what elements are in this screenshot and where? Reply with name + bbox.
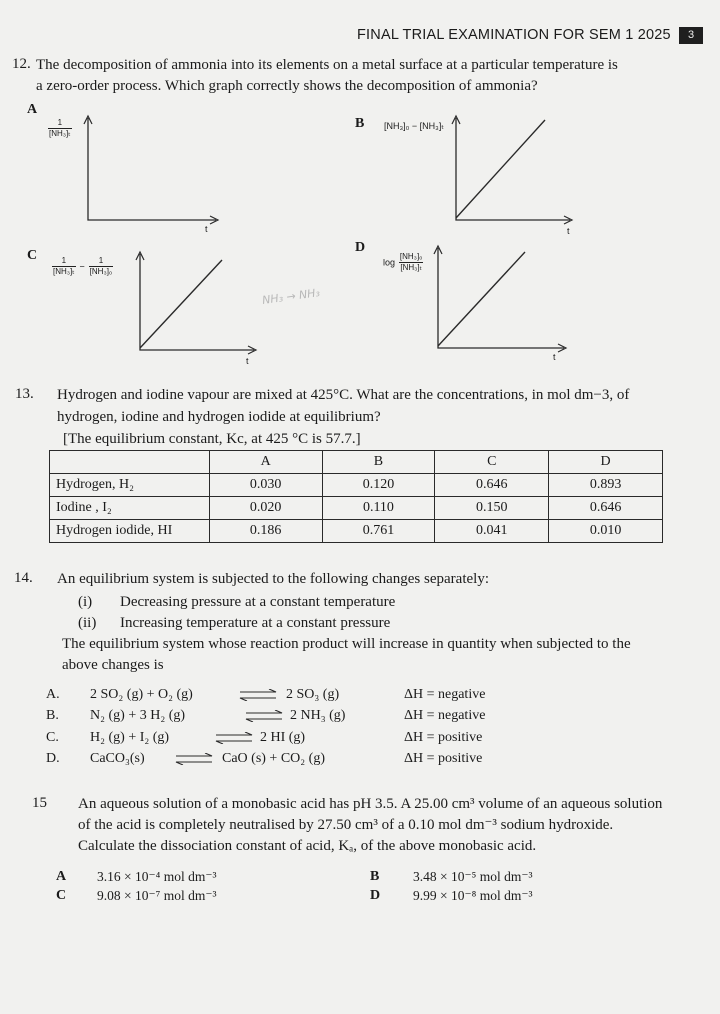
graph-d-xlabel: t	[553, 352, 556, 362]
exam-header: FINAL TRIAL EXAMINATION FOR SEM 1 2025	[357, 27, 671, 43]
answer-value: 9.99 × 10⁻⁸ mol dm⁻³	[413, 888, 533, 903]
option-label: D.	[46, 751, 60, 766]
equilibrium-arrow-icon	[214, 732, 254, 744]
option-label: B.	[46, 708, 59, 723]
option-label: C	[56, 888, 67, 903]
graph-d-label: D	[355, 240, 366, 255]
table-header-row	[50, 451, 663, 474]
q14-text-line2: above changes is	[62, 657, 164, 673]
equation-reactants: 2 SO₂ (g) + O₂ (g)	[90, 687, 193, 702]
table-cell: 0.010	[549, 520, 663, 543]
graph-b-ylabel: [NH₃]₀ − [NH₃]ₜ	[384, 121, 444, 131]
table-cell: 0.041	[435, 520, 549, 543]
answer-value: 3.48 × 10⁻⁵ mol dm⁻³	[413, 869, 533, 884]
page-number: 3	[679, 27, 703, 44]
graph-d-frac-num: [NH₃]₀	[399, 252, 423, 261]
q14-option-c	[46, 727, 646, 748]
graph-d-axes	[430, 240, 580, 362]
graph-d-axis-lines	[438, 248, 564, 348]
q14-change-num: (ii)	[78, 615, 97, 631]
enthalpy-change: ΔH = negative	[404, 708, 486, 723]
graph-a-axes	[78, 108, 228, 243]
q14-number: 14.	[14, 570, 33, 586]
graph-b-axis-lines	[456, 118, 570, 220]
q12-number: 12.	[12, 56, 31, 72]
option-label: D	[370, 888, 381, 903]
q15-text-line2: of the acid is completely neutralised by 27.50 cm³ of a 0.10 mol dm⁻³ sodium hydroxide.	[78, 817, 614, 833]
equation-products: CaO (s) + CO₂ (g)	[222, 751, 325, 766]
q13-text-line1: Hydrogen and iodine vapour are mixed at 425°C. What are the concentrations, in mol dm−3, of	[57, 387, 630, 403]
equation-products: 2 NH₃ (g)	[290, 708, 346, 723]
graph-a-ylabel-den: [NH₃]ₜ	[49, 129, 71, 138]
graph-c-axis-lines	[140, 254, 254, 350]
table-cell: 0.761	[322, 520, 435, 543]
equilibrium-arrow-icon	[238, 689, 278, 701]
graph-d-ylabel	[383, 252, 423, 273]
equation-reactants: N₂ (g) + 3 H₂ (g)	[90, 708, 186, 723]
table-cell: 0.646	[549, 497, 663, 520]
answer-value: 9.08 × 10⁻⁷ mol dm⁻³	[97, 888, 217, 903]
q13-number: 13.	[15, 386, 34, 402]
graph-c-frac2-num: 1	[89, 256, 114, 267]
graph-c-axes	[130, 246, 270, 364]
graph-c-xlabel: t	[246, 356, 249, 366]
table-row	[50, 474, 663, 497]
equation-reactants: CaCO₃(s)	[90, 751, 145, 766]
table-cell: 0.020	[209, 497, 322, 520]
equilibrium-arrow-icon	[244, 710, 284, 722]
table-cell: 0.893	[549, 474, 663, 497]
q14-change-text: Decreasing pressure at a constant temperature	[120, 594, 396, 610]
graph-c-ylabel	[52, 256, 113, 277]
table-row	[50, 497, 663, 520]
option-label: A	[56, 869, 67, 884]
table-cell: 0.646	[435, 474, 549, 497]
table-cell: 0.186	[209, 520, 322, 543]
equation-products: 2 SO₃ (g)	[286, 687, 340, 702]
q14-change-num: (i)	[78, 594, 93, 610]
q13-kc-note: [The equilibrium constant, Kc, at 425 °C is 57.7.]	[63, 431, 361, 447]
table-cell: 0.120	[322, 474, 435, 497]
enthalpy-change: ΔH = negative	[404, 687, 486, 702]
q13-table	[49, 450, 663, 543]
graph-c-label: C	[27, 248, 38, 263]
answer-value: 3.16 × 10⁻⁴ mol dm⁻³	[97, 869, 217, 884]
option-label: B	[370, 869, 380, 884]
q14-option-b	[46, 705, 646, 726]
table-cell: Hydrogen, H₂	[50, 474, 210, 497]
graph-c-frac1-num: 1	[52, 256, 76, 267]
graph-c-frac1-den: [NH₃]ₜ	[53, 267, 75, 276]
graph-a-ylabel	[48, 118, 72, 139]
graph-d-log: log	[383, 257, 396, 268]
q12-text-line1: The decomposition of ammonia into its elements on a metal surface at a particular temperature is	[36, 57, 618, 73]
handwritten-note: NH₃ → NH₃	[261, 286, 321, 307]
graph-d-frac-den: [NH₃]ₜ	[400, 263, 422, 272]
q14-change-text: Increasing temperature at a constant pressure	[120, 615, 391, 631]
graph-a-label: A	[27, 102, 38, 117]
table-cell: Iodine , I₂	[50, 497, 210, 520]
equation-reactants: H₂ (g) + I₂ (g)	[90, 730, 170, 745]
table-cell: 0.150	[435, 497, 549, 520]
table-header-cell: A	[209, 451, 322, 474]
graph-b-axes	[442, 110, 582, 235]
graph-c-minus: −	[79, 261, 85, 272]
q15-text-line3: Calculate the dissociation constant of acid, Kₐ, of the above monobasic acid.	[78, 838, 537, 854]
equation-products: 2 HI (g)	[260, 730, 306, 745]
q14-text-line1: The equilibrium system whose reaction product will increase in quantity when subjected to the	[62, 636, 631, 652]
table-header-cell: D	[549, 451, 663, 474]
option-label: C.	[46, 730, 59, 745]
table-header-cell	[50, 451, 210, 474]
q15-text-line1: An aqueous solution of a monobasic acid has pH 3.5. A 25.00 cm³ volume of an aqueous solution	[78, 796, 663, 812]
q13-text-line2: hydrogen, iodine and hydrogen iodide at equilibrium?	[57, 409, 381, 425]
table-cell: 0.110	[322, 497, 435, 520]
enthalpy-change: ΔH = positive	[404, 751, 483, 766]
q15-number: 15	[32, 795, 47, 811]
equilibrium-arrow-icon	[174, 753, 214, 765]
graph-c-frac2-den: [NH₃]₀	[89, 267, 113, 276]
q14-intro: An equilibrium system is subjected to the following changes separately:	[57, 571, 489, 587]
enthalpy-change: ΔH = positive	[404, 730, 483, 745]
table-cell: Hydrogen iodide, HI	[50, 520, 210, 543]
graph-a-axis-lines	[88, 118, 216, 220]
table-row	[50, 520, 663, 543]
graph-b-plot-line	[456, 120, 545, 218]
graph-c-plot-line	[140, 260, 222, 348]
q12-text-line2: a zero-order process. Which graph correctly shows the decomposition of ammonia?	[36, 78, 538, 94]
option-label: A.	[46, 687, 60, 702]
graph-b-xlabel: t	[567, 226, 570, 236]
table-cell: 0.030	[209, 474, 322, 497]
graph-a-ylabel-num: 1	[48, 118, 72, 129]
graph-d-plot-line	[438, 252, 525, 346]
q14-option-d	[46, 748, 646, 769]
q14-option-a	[46, 684, 646, 705]
table-header-cell: B	[322, 451, 435, 474]
graph-b-label: B	[355, 116, 365, 131]
graph-a-xlabel: t	[205, 224, 208, 234]
table-header-cell: C	[435, 451, 549, 474]
